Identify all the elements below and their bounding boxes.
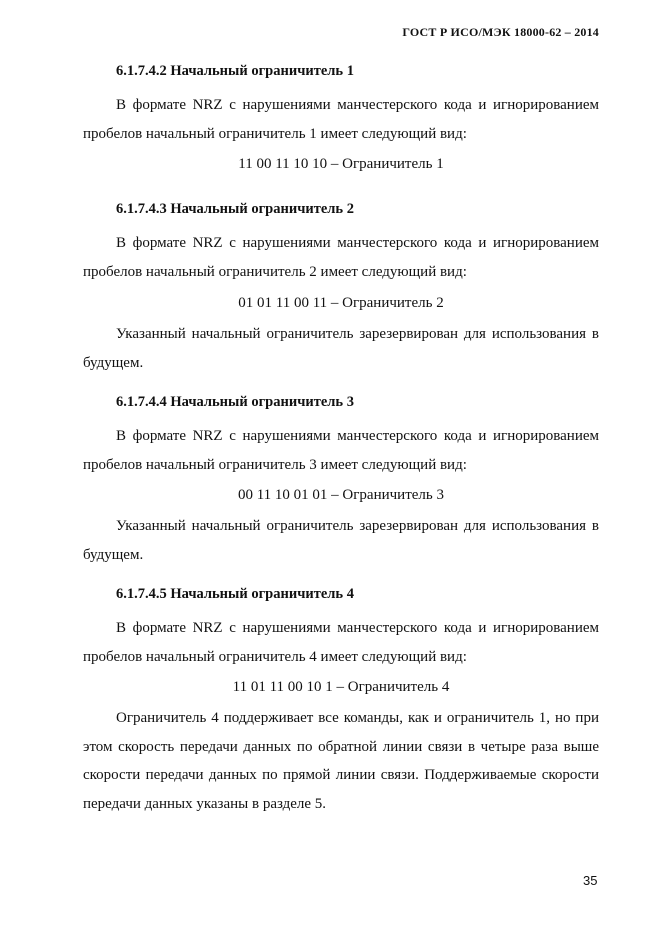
- section-paragraph: В формате NRZ с нарушениями манчестерского кода и игнорированием пробелов начальный ограничитель 3 имеет следующий вид:: [83, 428, 599, 473]
- section-heading: 6.1.7.4.3 Начальный ограничитель 2: [116, 201, 354, 217]
- section-heading: 6.1.7.4.5 Начальный ограничитель 4: [116, 586, 354, 602]
- delimiter-code: 11 01 11 00 10 1 – Ограничитель 4: [232, 679, 450, 695]
- delimiter-code: 11 00 11 10 10 – Ограничитель 1: [238, 156, 444, 172]
- note-paragraph: Ограничитель 4 поддерживает все команды, как и ограничитель 1, но при этом скорость передачи данных по обратной линии связи в четыре раза выше скорости передачи данных по прямой линии связи. Поддерживаемые скорости передачи данных указаны в разделе 5.: [83, 710, 599, 812]
- page-number: 35: [583, 873, 598, 888]
- section-heading: 6.1.7.4.4 Начальный ограничитель 3: [116, 394, 354, 410]
- delimiter-code: 00 11 10 01 01 – Ограничитель 3: [237, 487, 444, 503]
- delimiter-code: 01 01 11 00 11 – Ограничитель 2: [238, 295, 444, 311]
- section-heading: 6.1.7.4.2 Начальный ограничитель 1: [116, 63, 354, 79]
- section-paragraph: В формате NRZ с нарушениями манчестерского кода и игнорированием пробелов начальный ограничитель 4 имеет следующий вид:: [83, 620, 599, 665]
- note-paragraph: Указанный начальный ограничитель зарезервирован для использования в будущем.: [83, 326, 599, 371]
- document-header: ГОСТ Р ИСО/МЭК 18000-62 – 2014: [402, 25, 599, 39]
- section-paragraph: В формате NRZ с нарушениями манчестерского кода и игнорированием пробелов начальный ограничитель 1 имеет следующий вид:: [83, 97, 599, 142]
- section-paragraph: В формате NRZ с нарушениями манчестерского кода и игнорированием пробелов начальный ограничитель 2 имеет следующий вид:: [83, 235, 599, 280]
- note-paragraph: Указанный начальный ограничитель зарезервирован для использования в будущем.: [83, 518, 599, 563]
